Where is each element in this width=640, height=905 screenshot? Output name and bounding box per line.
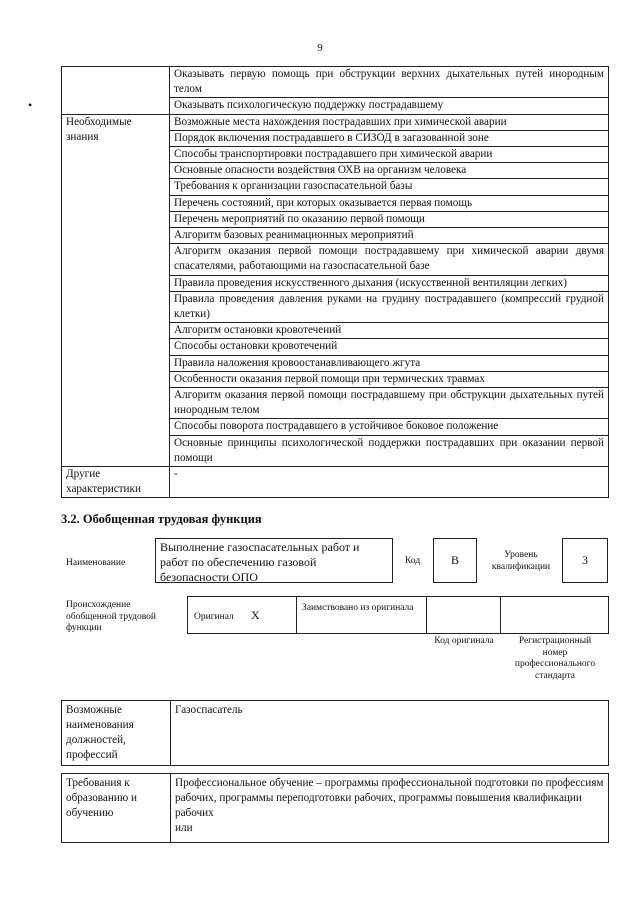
row-text: Особенности оказания первой помощи при термических травмах — [170, 371, 609, 387]
row-text: Правила проведения искусственного дыхания (искусственной вентиляции легких) — [170, 275, 609, 291]
row-text: Алгоритм остановки кровотечений — [170, 323, 609, 339]
borrowed-label: Заимствовано из оригинала — [302, 603, 414, 613]
knowledge-table — [61, 66, 609, 498]
level-value: 3 — [562, 538, 608, 583]
other-characteristics-label: Другие характеристики — [62, 467, 170, 498]
code-value: B — [433, 538, 477, 583]
education-label: Требования к образованию и обучению — [62, 774, 171, 843]
row-text: Перечень состояний, при которых оказывается первая помощь — [170, 195, 609, 211]
positions-table — [61, 700, 609, 766]
code-label: Код — [405, 556, 421, 566]
level-label: Уровень квалификации — [491, 550, 551, 572]
row-text: Порядок включения пострадавшего в СИЗОД в загазованной зоне — [170, 130, 609, 146]
section-title: 3.2. Обобщенная трудовая функция — [61, 512, 262, 526]
table-row — [62, 67, 609, 98]
row-label — [62, 67, 170, 115]
original-label: Оригинал — [194, 612, 234, 622]
positions-value: Газоспасатель — [171, 701, 609, 766]
row-text: Оказывать психологическую поддержку пострадавшему — [170, 98, 609, 114]
row-text: Основные принципы психологической поддержки пострадавших при оказании первой помощи — [170, 435, 609, 466]
positions-label: Возможные наименования должностей, профессий — [62, 701, 171, 766]
page-number: 9 — [317, 42, 323, 54]
row-text: Возможные места нахождения пострадавших при химической аварии — [170, 114, 609, 130]
row-text: Способы транспортировки пострадавшего при химической аварии — [170, 147, 609, 163]
origin-label: Происхождение обобщенной трудовой функции — [66, 600, 156, 633]
table-row — [62, 701, 609, 766]
row-text: Правила наложения кровоостанавливающего жгута — [170, 355, 609, 371]
table-row — [62, 467, 609, 498]
row-text: Оказывать первую помощь при обструкции верхних дыхательных путей инородным телом — [170, 67, 609, 98]
row-text: Алгоритм оказания первой помощи пострадавшему при химической аварии двумя спасателями, работающими на газоспасательной базе — [170, 244, 609, 275]
row-text: Правила проведения давления руками на грудину пострадавшего (компрессий грудной клетки) — [170, 291, 609, 322]
original-mark: X — [251, 608, 260, 622]
row-text: Перечень мероприятий по оказанию первой помощи — [170, 211, 609, 227]
origin-divider — [500, 596, 501, 634]
origin-divider — [426, 596, 427, 634]
table-row — [62, 774, 609, 843]
code-original-label: Код оригинала — [434, 636, 494, 646]
education-table — [61, 773, 609, 843]
bullet-mark: • — [28, 98, 33, 112]
row-text: Алгоритм базовых реанимационных мероприятий — [170, 228, 609, 244]
row-text: Основные опасности воздействия ОХВ на организм человека — [170, 163, 609, 179]
origin-divider — [296, 596, 297, 634]
education-value: Профессиональное обучение – программы профессиональной подготовки по профессиям рабочих, программы переподготовки рабочих, программы повышения квалификации рабочих — [175, 777, 604, 819]
required-knowledge-label: Необходимые знания — [62, 114, 170, 466]
row-text: Способы поворота пострадавшего в устойчивое боковое положение — [170, 419, 609, 435]
row-text: Требования к организации газоспасательной базы — [170, 179, 609, 195]
table-row — [62, 114, 609, 130]
row-text: Алгоритм оказания первой помощи пострадавшему при обструкции дыхательных путей инородным телом — [170, 388, 609, 419]
name-label: Наименование — [66, 558, 126, 568]
reg-number-label: Регистрационный номер профессионального стандарта — [514, 636, 596, 681]
row-text: Способы остановки кровотечений — [170, 339, 609, 355]
row-text: - — [170, 467, 609, 498]
education-or: или — [175, 822, 193, 834]
name-value: Выполнение газоспасательных работ и работ по обеспечению газовой безопасности ОПО — [155, 538, 393, 583]
